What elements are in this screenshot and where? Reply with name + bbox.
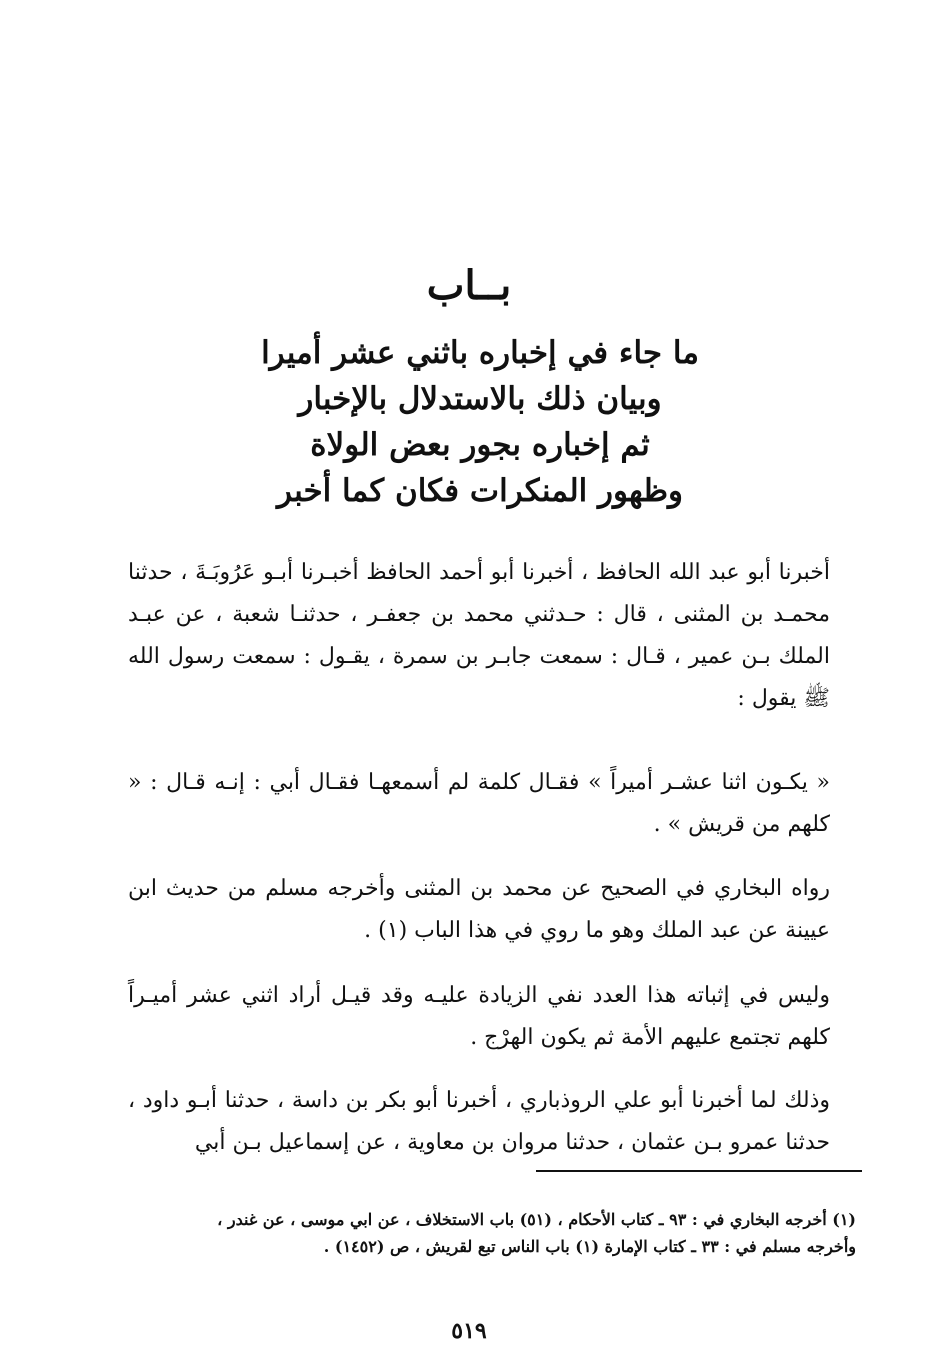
chapter-title-line: ثم إخباره بجور بعض الولاة bbox=[310, 427, 650, 463]
body-paragraph: « يكـون اثنا عشـر أميراً » فقـال كلمة لم أسمعهـا فقـال أبي : إنـه قـال : « كلهم من قريش » . bbox=[128, 770, 830, 837]
footnotes bbox=[130, 1206, 856, 1260]
footnote-line: وأخرجه مسلم في : ٣٣ ـ كتاب الإمارة (١) باب الناس تبع لقريش ، ص (١٤٥٢) . bbox=[323, 1237, 856, 1256]
chapter-heading: بــاب bbox=[426, 262, 512, 309]
body-paragraph: أخبرنا أبو عبد الله الحافظ ، أخبرنا أبو أحمد الحافظ أخبـرنا أبـو عَرُوبَـةَ ، حدثنا محمـد بن المثنى ، قال : حـدثني محمد بن جعفـر ، حدثنـا شعبة ، عن عبـد الملك بـن عمير ، قـال : سمعت جابـر بن سمرة ، يقـول : سمعت رسول الله ﷺ يقول : bbox=[128, 560, 830, 711]
chapter-title bbox=[150, 330, 810, 514]
page-number: ٥١٩ bbox=[451, 1318, 487, 1344]
footnote-divider bbox=[536, 1170, 862, 1172]
body-paragraph: وذلك لما أخبرنا أبو علي الروذباري ، أخبرنا أبو بكر بن داسة ، حدثنا أبـو داود ، حدثنا عمرو بـن عثمان ، حدثنا مروان بن معاوية ، عن إسماعيل بـن أبي bbox=[128, 1088, 830, 1155]
footnote-line: (١) أخرجه البخاري في : ٩٣ ـ كتاب الأحكام ، (٥١) باب الاستخلاف ، عن ابي موسى ، عن غندر ، bbox=[217, 1210, 856, 1229]
body-paragraph: وليس في إثباته هذا العدد نفي الزيادة عليـه وقد قيـل أراد اثني عشر أميـراً كلهم تجتمع عليهم الأمة ثم يكون الهرْج . bbox=[128, 983, 830, 1050]
chapter-title-line: وظهور المنكرات فكان كما أخبر bbox=[277, 473, 683, 509]
chapter-title-line: وبيان ذلك بالاستدلال بالإخبار bbox=[298, 381, 662, 417]
body-paragraph: رواه البخاري في الصحيح عن محمد بن المثنى وأخرجه مسلم من حديث ابن عيينة عن عبد الملك وهو ما روي في هذا الباب (١) . bbox=[128, 876, 830, 943]
chapter-title-line: ما جاء في إخباره باثني عشر أميرا bbox=[261, 335, 699, 371]
